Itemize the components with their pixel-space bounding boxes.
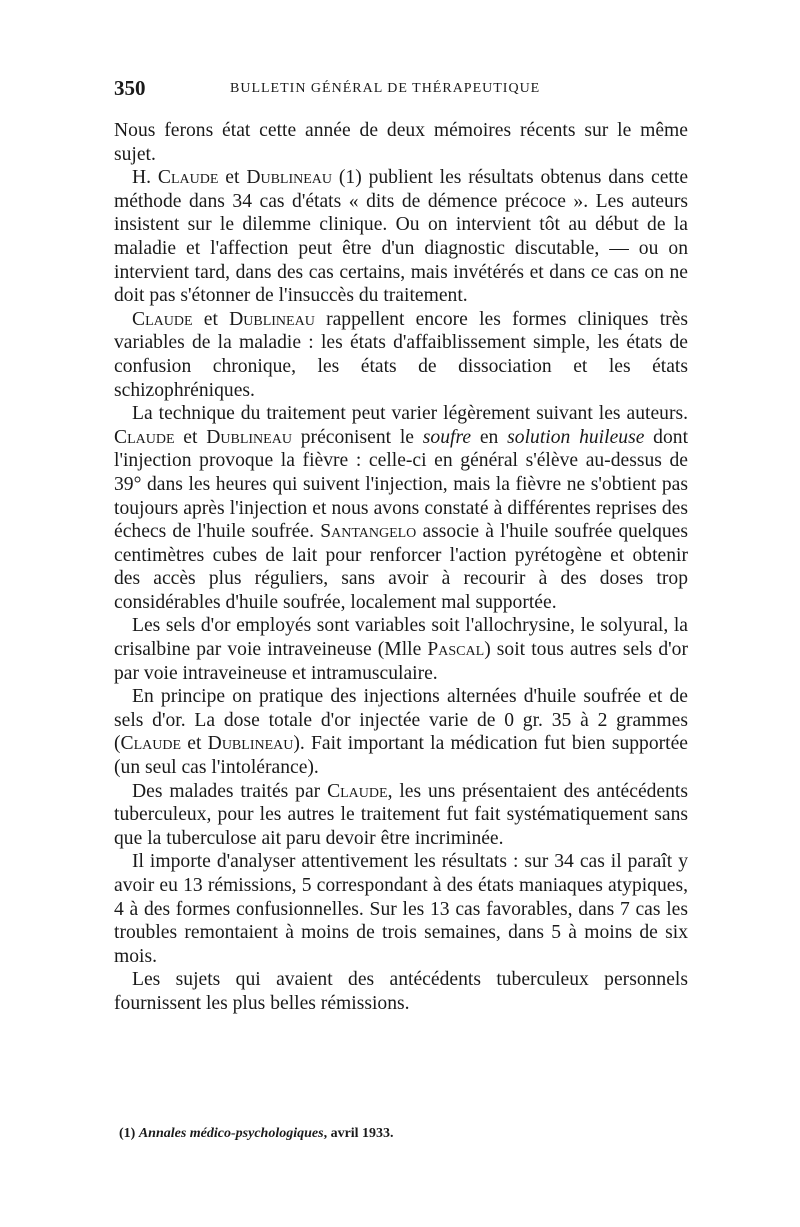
paragraph-text: dont l'injection provoque la fièvre : celle-ci en général s'élève au-dessus de 39° dans les heures qui suivent l'injection, mais la fièvre ne s'obtient pas toujours après l'injection et nous avons constaté à différentes reprises des échecs de l'huile soufrée. — [114, 426, 689, 543]
paragraph — [114, 850, 688, 968]
footnote-date: , avril 1933. — [323, 1126, 394, 1141]
paragraph-text: Des malades traités par — [132, 780, 328, 802]
paragraph-text: et — [192, 308, 230, 330]
paragraph-text: ) soit tous autres sels d'or par voie intraveineuse et intramusculaire. — [114, 639, 688, 684]
emphasis-text: solution huileuse — [507, 426, 645, 448]
paragraph — [114, 685, 688, 779]
paragraph-text: associe à l'huile soufrée quelques centimètres cubes de lait pour renforcer l'action pyrétogène et obtenir des accès plus réguliers, sans avoir à recourir à des doses trop considérables d'huile soufrée, localement mal supportée. — [114, 521, 689, 613]
author-name: Claude — [157, 167, 219, 189]
emphasis-text: soufre — [422, 426, 472, 448]
paragraph-text: , les uns présentaient des antécédents tuberculeux, pour les autres le traitement fut fait systématiquement sans que la tuberculose ait paru devoir être incriminée. — [114, 780, 688, 849]
author-name: Claude — [114, 426, 175, 448]
paragraph-text: et — [218, 167, 247, 189]
author-name: Claude — [132, 308, 193, 330]
paragraph — [114, 402, 688, 614]
paragraph-text: La technique du traitement peut varier légèrement suivant les auteurs. — [132, 403, 688, 425]
author-name: Claude — [327, 780, 388, 802]
paragraph — [114, 780, 688, 851]
paragraph — [114, 308, 688, 402]
paragraph — [114, 119, 688, 166]
paragraph-text: et — [174, 426, 207, 448]
author-name: Dublineau — [207, 733, 294, 755]
author-name: Dublineau — [246, 167, 333, 189]
paragraph-text: et — [181, 733, 208, 755]
footnote-marker: (1) — [119, 1126, 139, 1141]
running-title: BULLETIN GÉNÉRAL DE THÉRAPEUTIQUE — [230, 81, 541, 96]
paragraph — [114, 968, 688, 1015]
paragraph-text: préconisent le — [291, 426, 423, 448]
paragraph-text: en — [471, 426, 508, 448]
paragraph-text: Il importe d'analyser attentivement les résultats : sur 34 cas il paraît y avoir eu 13 rémissions, 5 correspondant à des états maniaques atypiques, 4 à des formes confusionnelles. Sur les 13 cas favorables, dans 7 cas les troubles remontaient à moins de trois semaines, dans 5 à moins de six mois. — [114, 851, 688, 967]
paragraph-text: H. — [132, 167, 158, 189]
paragraph-text: rappellent encore les formes cliniques très variables de la maladie : les états d'affaiblissement simple, les états de confusion chronique, les états de dissociation et les états schizophréniques. — [114, 308, 688, 401]
body-text — [114, 119, 688, 1016]
paragraph-text: ). Fait important la médication fut bien supportée (un seul cas l'intolérance). — [114, 733, 689, 779]
page-header — [114, 76, 686, 102]
author-name: Pascal — [427, 639, 485, 661]
paragraph — [114, 166, 688, 308]
paragraph-text: Les sels d'or employés sont variables soit l'allochrysine, le solyural, la crisalbine par voie intraveineuse (Mlle — [114, 615, 688, 661]
paragraph-text: En principe on pratique des injections alternées d'huile soufrée et de sels d'or. La dose totale d'or injectée varie de 0 gr. 35 à 2 grammes ( — [114, 686, 688, 755]
paragraph-text: (1) publient les résultats obtenus dans cette méthode dans 34 cas d'états « dits de démence précoce ». Les auteurs insistent sur le dilemme clinique. Ou on intervient tôt au début de la maladie et l'affection peut être d'un diagnostic discutable, — ou on intervient tard, dans des cas certains, mais invétérés et dans ce cas on ne doit pas s'étonner de l'insuccès du traitement. — [114, 167, 689, 307]
author-name: Claude — [120, 733, 182, 755]
page-number: 350 — [114, 76, 146, 100]
paragraph — [114, 614, 688, 685]
author-name: Dublineau — [229, 308, 315, 330]
footnote — [119, 1125, 679, 1143]
footnote-source: Annales médico-psychologiques — [138, 1126, 324, 1141]
paragraph-text: Nous ferons état cette année de deux mémoires récents sur le même sujet. — [114, 120, 688, 165]
author-name: Santangelo — [320, 521, 417, 543]
author-name: Dublineau — [206, 426, 292, 448]
paragraph-text: Les sujets qui avaient des antécédents tuberculeux personnels fournissent les plus belles rémissions. — [114, 969, 688, 1014]
